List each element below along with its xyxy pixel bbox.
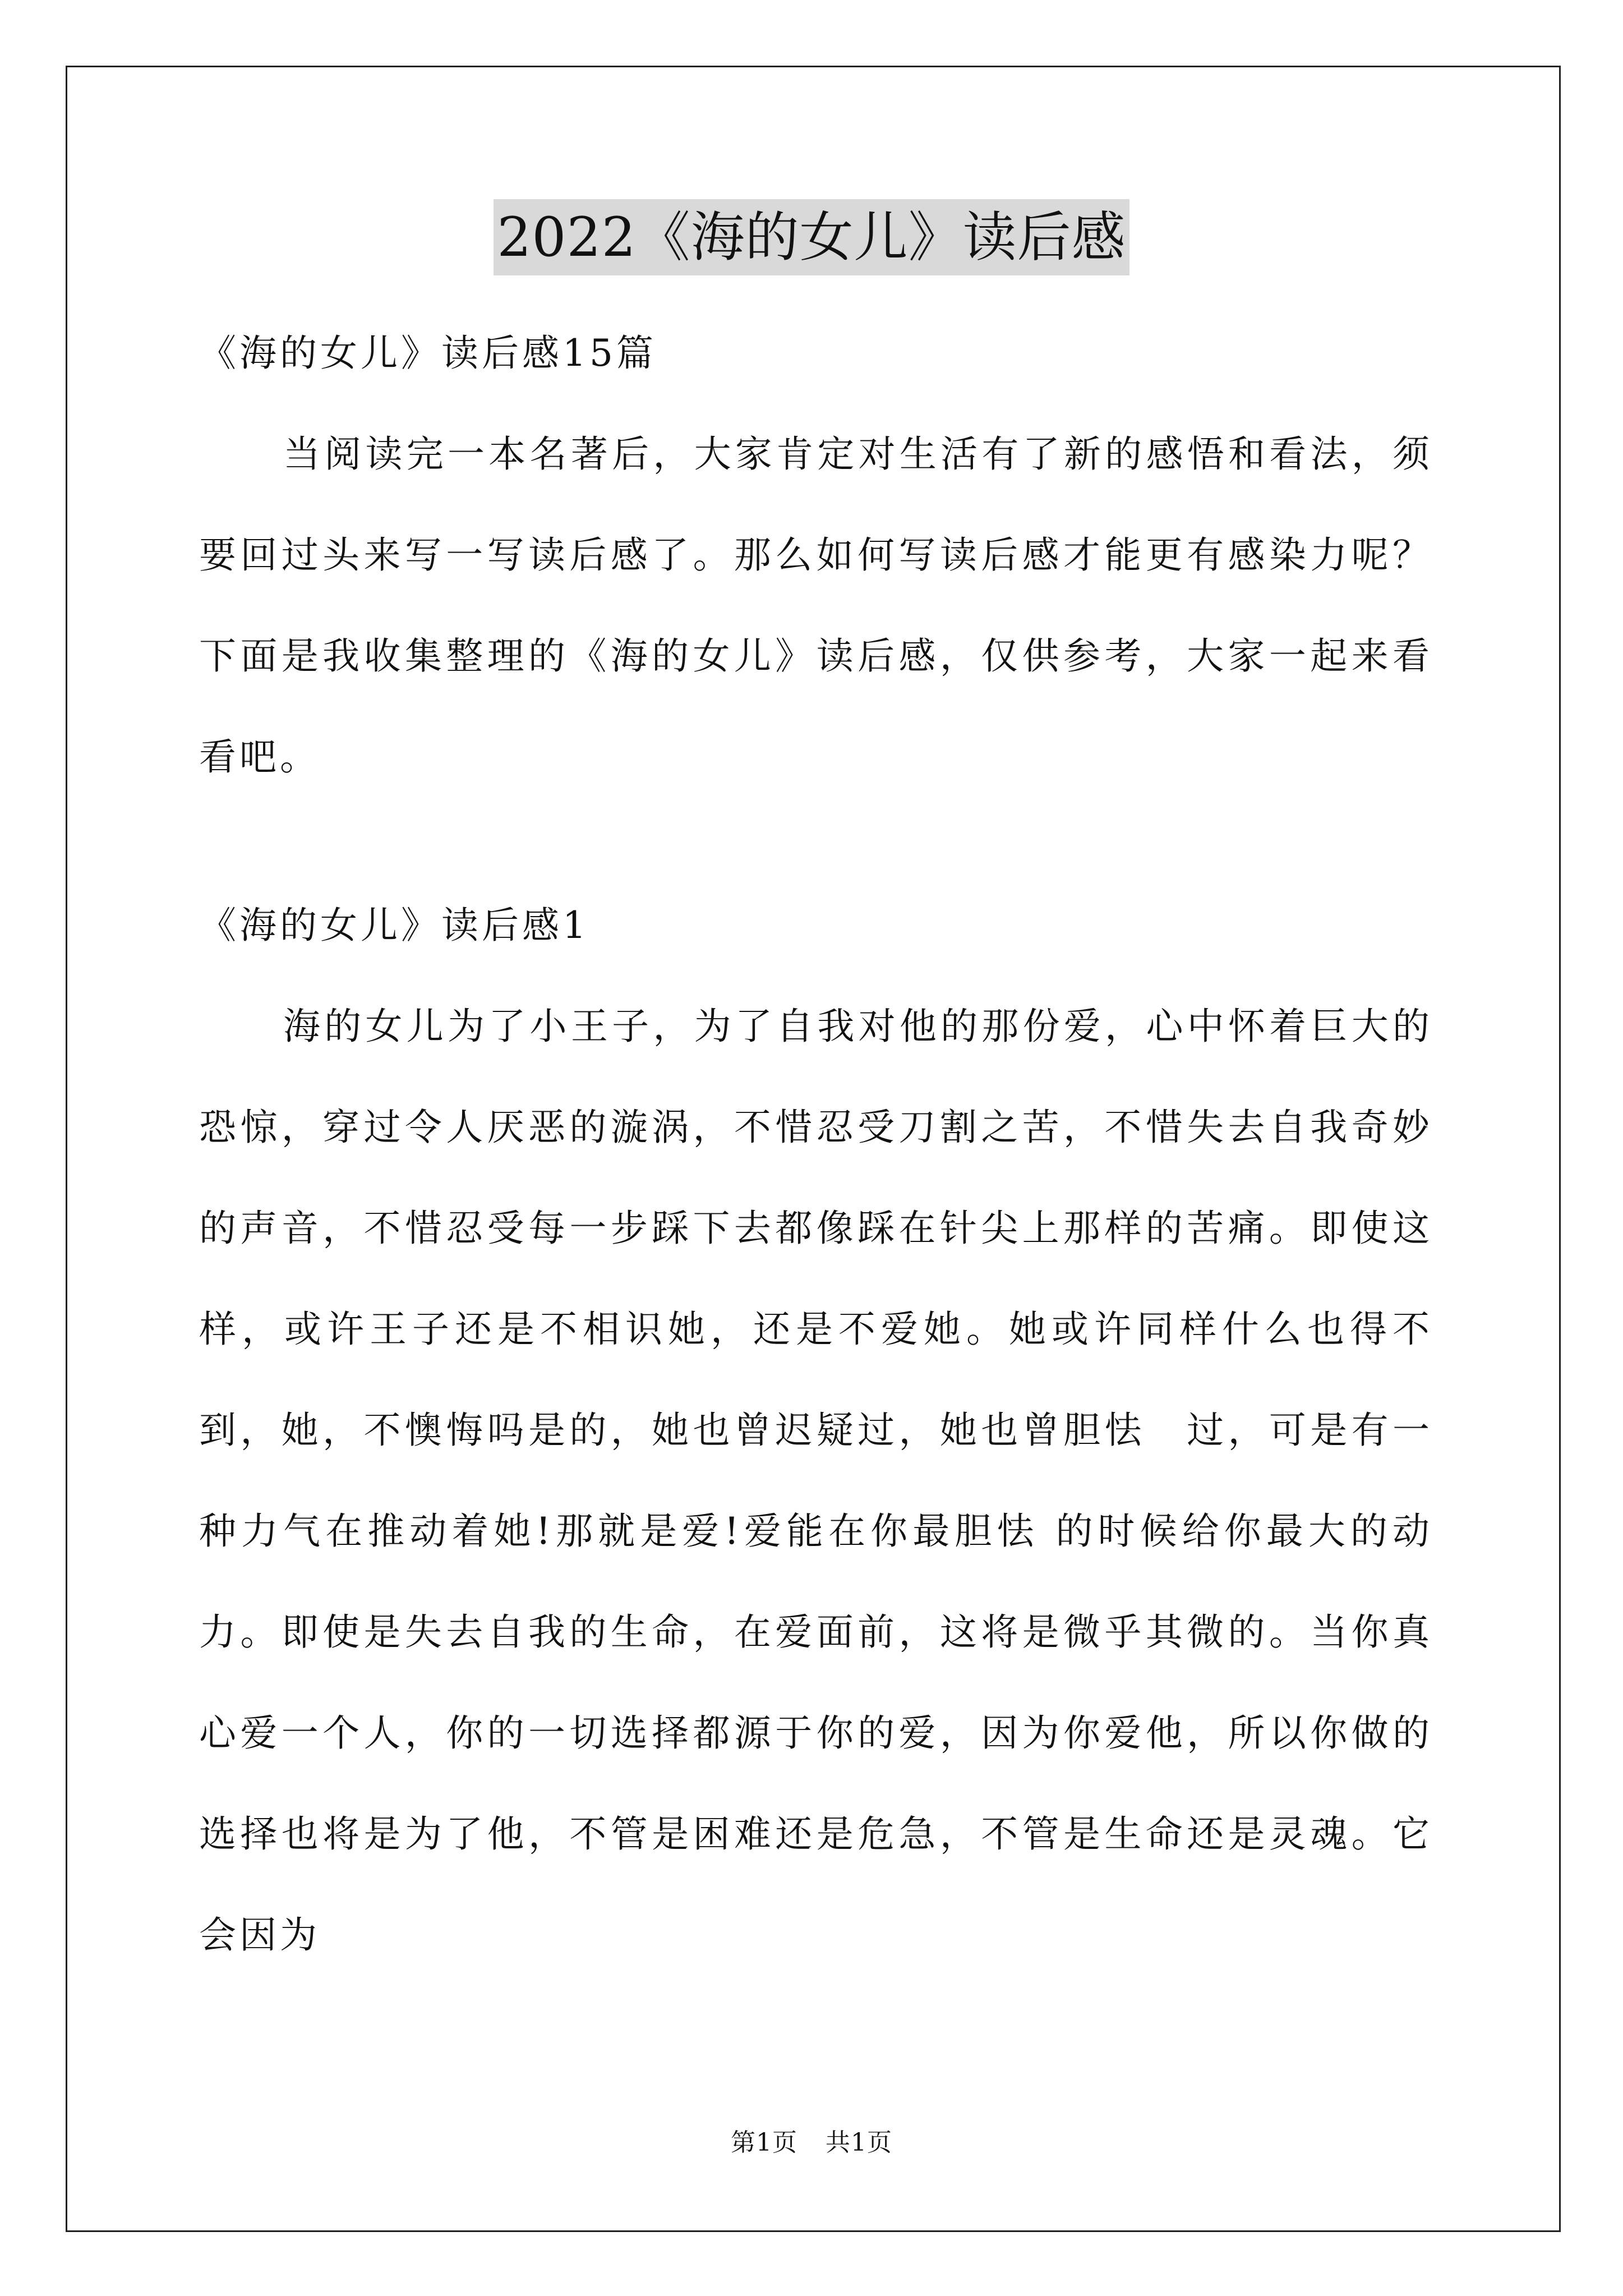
title-container [0, 199, 1623, 275]
section-heading: 《海的女儿》读后感1 [199, 904, 589, 947]
document-title: 2022《海的女儿》读后感 [494, 199, 1129, 275]
page-number-total: 共1页 [826, 2128, 892, 2157]
section-paragraph: 海的女儿为了小王子，为了自我对他的那份爱，心中怀着巨大的恐惊，穿过令人厌恶的漩涡，不惜忍受刀割之苦，不惜失去自我奇妙的声音，不惜忍受每一步踩下去都像踩在针尖上那样的苦痛。即使这样，或许王子还是不相识她，还是不爱她。她或许同样什么也得不到，她，不懊悔吗是的，她也曾迟疑过，她也曾胆怯 过，可是有一种力气在推动着她!那就是爱!爱能在你最胆怯 的时候给你最大的动力。即使是失去自我的生命，在爱面前，这将是微乎其微的。当你真心爱一个人，你的一切选择都源于你的爱，因为你爱他，所以你做的选择也将是为了他，不管是困难还是危急，不管是生命还是灵魂。它会因为 [199, 1005, 1433, 1957]
intro-paragraph: 当阅读完一本名著后，大家肯定对生活有了新的感悟和看法，须要回过头来写一写读后感了。那么如何写读后感才能更有感染力呢？下面是我收集整理的《海的女儿》读后感，仅供参考，大家一起来看看吧。 [199, 432, 1433, 779]
subtitle: 《海的女儿》读后感15篇 [199, 332, 657, 375]
page-number-current: 第1页 [731, 2128, 797, 2157]
page-footer [0, 2126, 1623, 2160]
section-spacer [199, 808, 1433, 875]
document-body [199, 303, 1433, 1986]
